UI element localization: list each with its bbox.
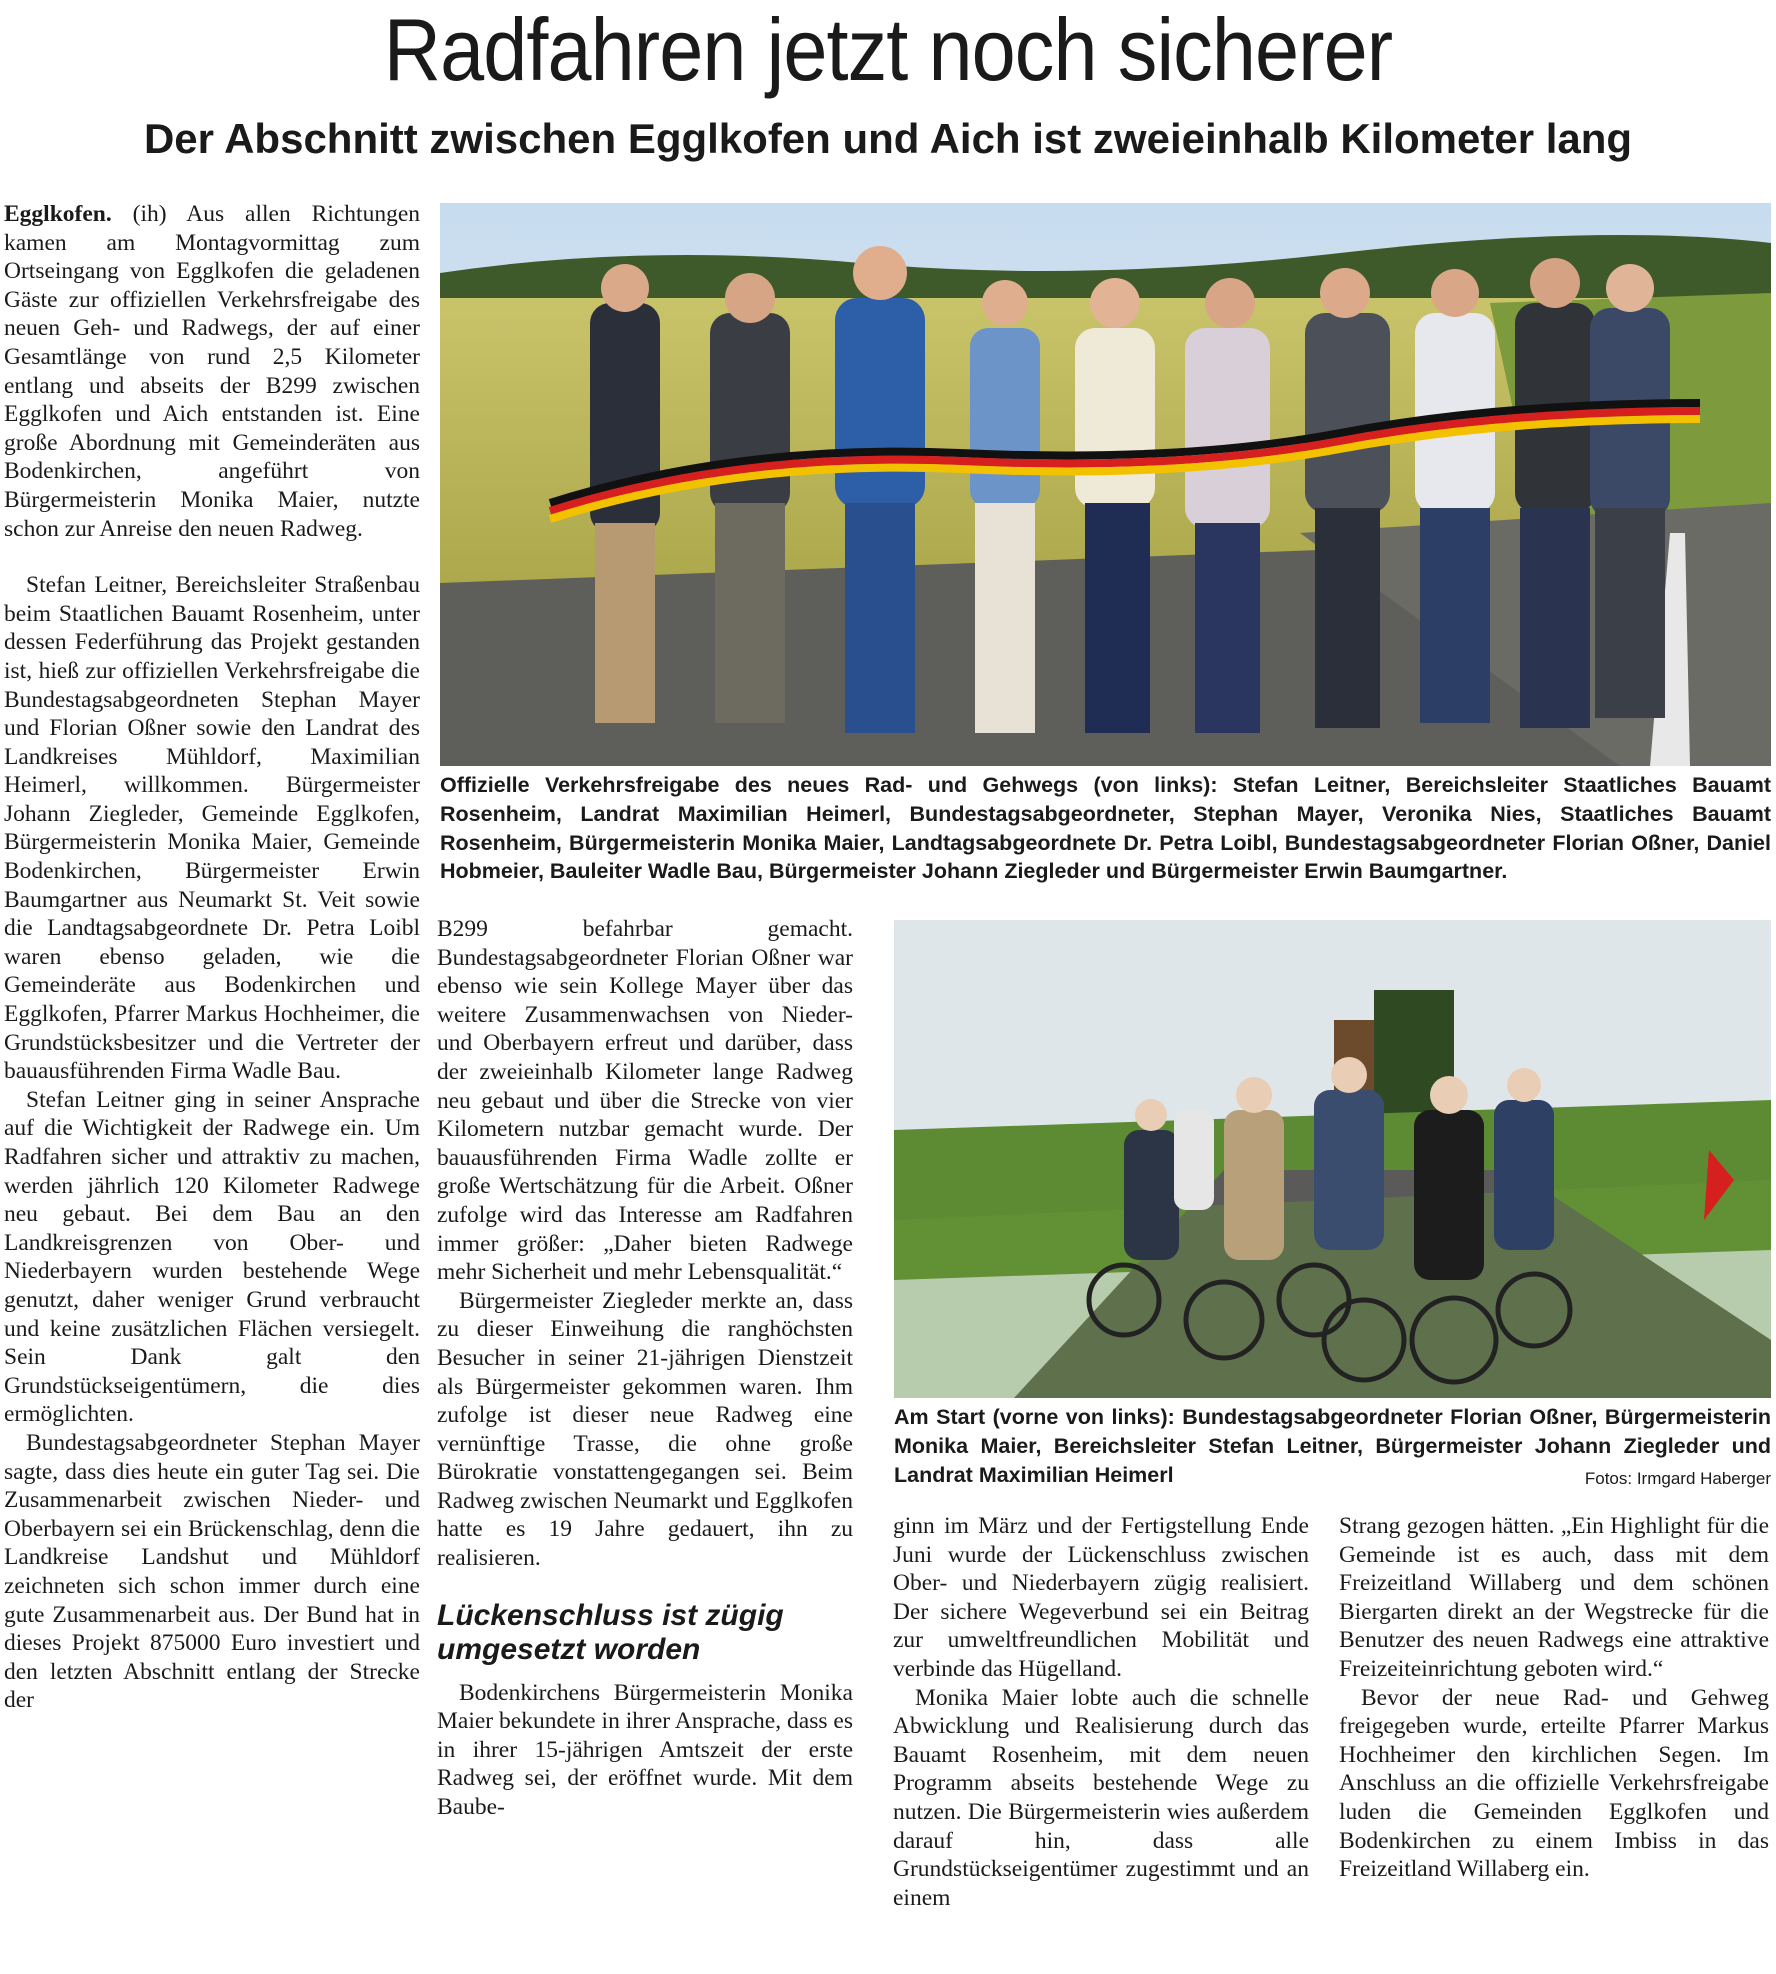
subheading-line: umgesetzt worden: [437, 1632, 701, 1666]
cyclists-photo: [894, 920, 1771, 1398]
paragraph: Stefan Leitner ging in seiner Ansprache auf die Wichtigkeit der Radwege ein. Um Radfahren sicher und attraktiv zu machen, werden jährlich 120 Kilometer Radwege neu gebaut. Bei dem Bau an den Landkreisgrenzen von Ober- und Niederbayern wurden bestehende Wege genutzt, daher weniger Grund verbraucht und keine zusätzlichen Flächen versiegelt. Sein Dank galt den Grundstückseigentümern, die dies ermöglichten.: [4, 1086, 420, 1428]
paragraph: Bodenkirchens Bürgermeisterin Monika Maier bekundete in ihrer Ansprache, dass es in ihrer 15-jährigen Amtszeit der erste Radweg sei, der eröffnet wurde. Mit dem Baube-: [437, 1679, 853, 1821]
dateline: Egglkofen.: [4, 201, 112, 227]
photo-caption-2: [894, 1403, 1771, 1493]
article-column-1: [4, 200, 420, 1715]
ribbon-cutting-photo: [440, 203, 1771, 766]
paragraph: Bundestagsabgeordneter Stephan Mayer sagte, dass dies heute ein guter Tag sei. Die Zusammenarbeit zwischen Nieder- und Oberbayern sei ein Brückenschlag, denn die Landkreise Landshut und Mühldorf zeichneten sich schon immer durch eine gute Zusammenarbeit aus. Der Bund hat in dieses Projekt 875000 Euro investiert und den letzten Abschnitt entlang der Strecke der: [4, 1429, 420, 1714]
paragraph: B299 befahrbar gemacht. Bundestagsabgeordneter Florian Oßner war ebenso wie sein Kollege Mayer über das weitere Zusammenwachsen von Nieder- und Oberbayern erfreut und darüber, dass der zweieinhalb Kilometer lange Radweg neu gebaut und über die Strecke von vier Kilometern nutzbar gemacht wurde. Der bauausführenden Firma Wadle zollte er große Wertschätzung für die Arbeit. Oßner zufolge wird das Interesse am Radfahren immer größer: „Daher bieten Radwege mehr Sicherheit und mehr Lebensqualität.“: [437, 916, 853, 1286]
paragraph-text: (ih) Aus allen Richtungen kamen am Montagvormittag zum Ortseingang von Egglkofen die geladenen Gäste zur offiziellen Verkehrsfreigabe des neuen Geh- und Radwegs, der auf einer Gesamtlänge von rund 2,5 Kilometer entlang und abseits der B299 zwischen Egglkofen und Aich entstanden ist. Eine große Abordnung mit Gemeinderäten aus Bodenkirchen, angeführt von Bürgermeisterin Monika Maier, nutzte schon zur Anreise den neuen Radweg.: [4, 201, 420, 542]
paragraph: Bürgermeister Ziegleder merkte an, dass zu dieser Einweihung die ranghöchsten Besucher in seiner 21-jährigen Dienstzeit als Bürgermeister gekommen waren. Ihm zufolge ist dieser neue Radweg eine vernünftige Trasse, die ohne große Bürokratie vonstattengegangen sei. Beim Radweg zwischen Neumarkt und Egglkofen hatte es 19 Jahre gedauert, ihn zu realisieren.: [437, 1287, 853, 1572]
subheading-line: Lückenschluss ist zügig: [437, 1598, 784, 1632]
paragraph: Monika Maier lobte auch die schnelle Abwicklung und Realisierung durch das Bauamt Rosenheim, mit dem neuen Programm abseits bestehende Wege zu nutzen. Die Bürgermeisterin wies außerdem darauf hin, dass alle Grundstückseigentümer zugestimmt und an einem: [893, 1684, 1309, 1911]
paragraph: Bevor der neue Rad- und Gehweg freigegeben wurde, erteilte Pfarrer Markus Hochheimer den kirchlichen Segen. Im Anschluss an die offizielle Verkehrsfreigabe luden die Gemeinden Egglkofen und Bodenkirchen zu einem Imbiss in das Freizeitland Willaberg ein.: [1339, 1684, 1769, 1883]
paragraph: ginn im März und der Fertigstellung Ende Juni wurde der Lückenschluss zwischen Ober- und Niederbayern zügig realisiert. Der sichere Wegeverbund sei ein Beitrag zur umweltfreundlichen Mobilität und verbinde das Hügelland.: [893, 1513, 1309, 1682]
subheading: [437, 1599, 853, 1667]
photo-credit: Fotos: Irmgard Haberger: [1584, 1468, 1771, 1488]
subheadline: Der Abschnitt zwischen Egglkofen und Aich ist zweieinhalb Kilometer lang: [143, 115, 1633, 162]
photo-caption-1: Offizielle Verkehrsfreigabe des neues Rad- und Gehwegs (von links): Stefan Leitner, Bereichsleiter Staatliches Bauamt Rosenheim, Landrat Maximilian Heimerl, Bundestagsabgeordneter, Stephan Mayer, Veronika Nies, Staatliches Bauamt Rosenheim, Bürgermeisterin Monika Maier, Landtagsabgeordnete Dr. Petra Loibl, Bundestagsabgeordneter Florian Oßner, Daniel Hobmeier, Bauleiter Wadle Bau, Bürgermeister Johann Ziegleder und Bürgermeister Erwin Baumgartner.: [440, 773, 1771, 884]
article-column-4: [1339, 1512, 1769, 1884]
article-column-2: [437, 915, 853, 1822]
headline: Radfahren jetzt noch sicherer: [383, 0, 1393, 99]
paragraph: Stefan Leitner, Bereichsleiter Straßenbau beim Staatlichen Bauamt Rosenheim, unter dessen Federführung das Projekt gestanden ist, hieß zur offiziellen Verkehrsfreigabe die Bundestagsabgeordneten Stephan Mayer und Florian Oßner sowie den Landrat des Landkreises Mühldorf, Maximilian Heimerl, willkommen. Bürgermeister Johann Ziegleder, Gemeinde Egglkofen, Bürgermeisterin Monika Maier, Gemeinde Bodenkirchen, Bürgermeister Erwin Baumgartner aus Neumarkt St. Veit sowie die Landtagsabgeordnete Dr. Petra Loibl waren ebenso geladen, wie die Gemeinderäte aus Bodenkirchen und Egglkofen, Pfarrer Markus Hochheimer, die Grundstücksbesitzer und die Vertreter der bauausführenden Firma Wadle Bau.: [4, 572, 420, 1085]
paragraph: Strang gezogen hätten. „Ein Highlight für die Gemeinde ist es auch, dass mit dem Freizeitland Willaberg und dem schönen Biergarten direkt an der Wegstrecke für die Benutzer des neuen Radwegs eine attraktive Freizeiteinrichtung geboten wird.“: [1339, 1513, 1769, 1682]
caption-text: Am Start (vorne von links): Bundestagsabgeordneter Florian Oßner, Bürgermeisterin Monika Maier, Bereichsleiter Stefan Leitner, Bürgermeister Johann Ziegleder und Landrat Maximilian Heimerl: [894, 1405, 1771, 1487]
paragraph: [4, 200, 420, 543]
article-column-3: [893, 1512, 1309, 1912]
